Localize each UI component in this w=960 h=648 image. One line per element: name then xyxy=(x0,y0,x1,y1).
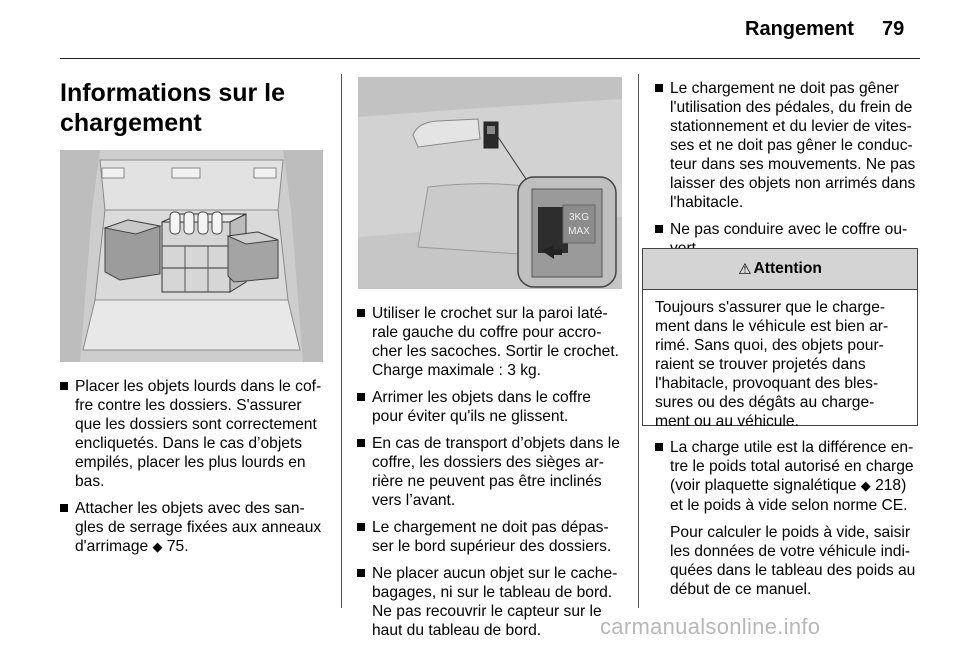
watermark: carmanualsonline.info xyxy=(600,614,821,639)
trunk-drawing xyxy=(60,150,323,362)
column-divider-1 xyxy=(341,74,342,608)
list-item: Le chargement ne doit pas dépas-ser le bord supérieur des dossiers. xyxy=(357,518,623,556)
page-reference-icon: ◆ xyxy=(860,479,871,494)
list-item: Arrimer les objets dans le coffre pour éviter qu'ils ne glissent. xyxy=(357,388,623,426)
column-divider-2 xyxy=(638,74,639,608)
page-reference-icon: ◆ xyxy=(152,540,163,555)
column-1-text xyxy=(60,377,326,565)
column-2-text xyxy=(357,304,623,648)
payload-explanation: Pour calculer le poids à vide, saisir les données de votre véhicule indi-quées dans le tableau des poids au début de ce manuel. xyxy=(670,524,916,598)
page-number: 79 xyxy=(882,18,905,40)
attention-box xyxy=(642,248,918,430)
list-item: Ne placer aucun objet sur le cache-bagages, ni sur le tableau de bord. Ne pas recouvrir le capteur sur le haut du tableau de bord. xyxy=(357,564,623,640)
list-item: Utiliser le crochet sur la paroi laté-rale gauche du coffre pour accro-cher les sacoches. Sortir le crochet. Charge maximale : 3 kg. xyxy=(357,304,623,380)
hook-label-line2: MAX xyxy=(568,226,590,237)
bag-hook-illustration xyxy=(358,77,622,289)
list-item: Ne pas conduire avec le coffre ou- xyxy=(655,220,921,258)
page-reference: 218) xyxy=(875,477,907,494)
attention-text: Toujours s'assurer que le charge-ment dans le véhicule est bien ar-rimé. Sans quoi, des objets pour-raient se trouver projetés dans l'habitacle, provoquant des bles-sures ou des dégâts au charge-ment ou au véhicule. xyxy=(655,299,889,430)
section-title: Informations sur le chargement xyxy=(60,79,286,137)
running-header-title: Rangement xyxy=(745,18,854,40)
hook-label-line1: 3KG xyxy=(568,212,590,223)
attention-header xyxy=(643,249,917,290)
attention-title: Attention xyxy=(753,260,822,277)
header-divider xyxy=(60,58,920,59)
list-item: Le chargement ne doit pas gêner l'utilisation des pédales, du frein de stationnement et du levier de vites-ses et ne doit pas gêner le conduc-teur dans ses mouvements. Ne pas laisser des objets non arrimés dans l'habitacle. xyxy=(655,79,921,212)
column-3-text xyxy=(655,79,921,266)
list-item: Placer les objets lourds dans le cof-fre contre les dossiers. S'assurer que les dossiers sont correctement encliquetés. Dans le cas d’objets empilés, placer les plus lourds en bas. xyxy=(60,377,326,491)
warning-triangle-icon: ⚠ xyxy=(738,260,752,278)
hook-drawing xyxy=(358,77,622,289)
list-item: Attacher les objets avec des san-gles de serrage fixées aux anneaux d'arrimage ◆ 75. xyxy=(60,499,326,557)
trunk-loading-illustration xyxy=(60,150,323,362)
list-item: En cas de transport d’objets dans le coffre, les dossiers des sièges ar-rière ne peuvent pas être inclinés vers l’avant. xyxy=(357,434,623,510)
list-item: La charge utile est la différence en-tre le poids total autorisé en charge (voir plaquette signalétique ◆ 218) et le poids à vide selon norme CE. xyxy=(655,438,921,515)
page-reference: 75. xyxy=(166,538,189,555)
column-3-text-bottom xyxy=(655,438,921,607)
